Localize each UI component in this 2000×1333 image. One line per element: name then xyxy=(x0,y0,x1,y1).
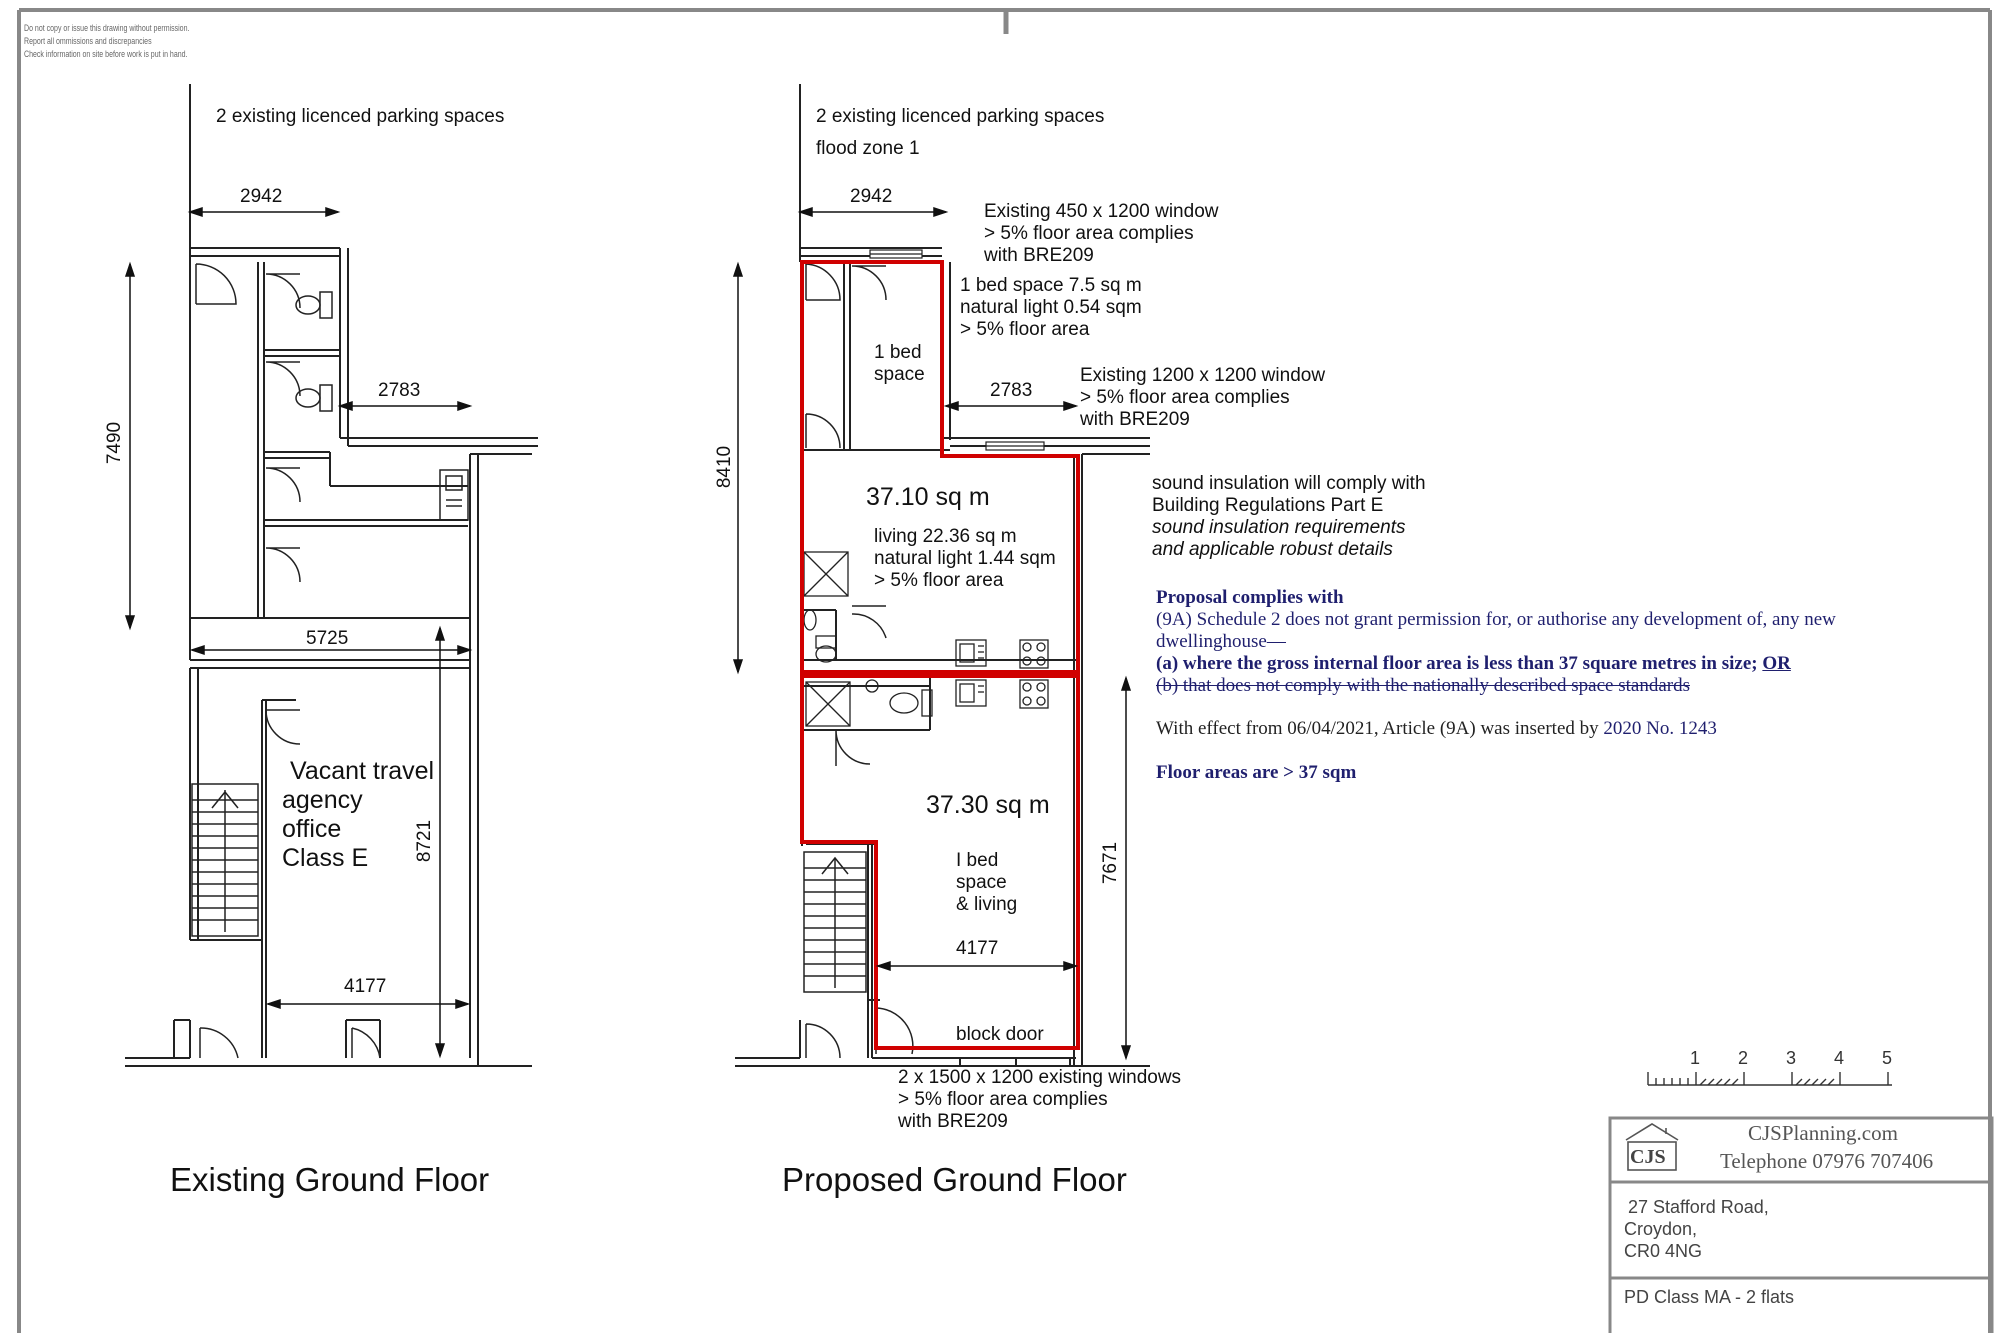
legal-line4: (b) that does not comply with the nationally described space standards xyxy=(1156,675,1690,696)
proposed-dim-2942: 2942 xyxy=(850,186,893,207)
existing-dim-5725: 5725 xyxy=(306,628,349,649)
legal-line2: dwellinghouse— xyxy=(1156,631,1286,652)
proposed-dim-8410: 8410 xyxy=(714,445,736,489)
existing-parking-label: 2 existing licenced parking spaces xyxy=(216,106,505,127)
living-line1: living 22.36 sq m xyxy=(874,526,1017,547)
note-line: Do not copy or issue this drawing without permission. xyxy=(24,23,190,33)
legal-effect-text: With effect from 06/04/2021, Article (9A) was inserted by xyxy=(1156,718,1599,739)
legal-line1: (9A) Schedule 2 does not grant permission for, or authorise any development of, any new xyxy=(1156,609,1836,630)
logo-text: CJS xyxy=(1630,1146,1666,1168)
living-line2: natural light 1.44 sqm xyxy=(874,548,1056,569)
scale-tick-3: 3 xyxy=(1786,1048,1797,1068)
bed1-line3: > 5% floor area xyxy=(960,319,1090,340)
existing-plan-title: Existing Ground Floor xyxy=(170,1161,490,1198)
proposed-dim-2783: 2783 xyxy=(990,380,1033,401)
legal-effect xyxy=(1156,718,1717,741)
existing-office-line4: Class E xyxy=(282,844,369,872)
proposed-parking-label: 2 existing licenced parking spaces xyxy=(816,106,1105,127)
existing-dim-2783: 2783 xyxy=(378,380,421,401)
legal-or: OR xyxy=(1762,653,1791,674)
address-line1: 27 Stafford Road, xyxy=(1628,1197,1769,1217)
existing-stairs xyxy=(192,784,258,936)
proposed-stairs xyxy=(804,852,866,992)
ibed-line3: & living xyxy=(956,894,1018,915)
existing-dim-4177: 4177 xyxy=(344,976,387,997)
existing-dim-2942: 2942 xyxy=(240,186,283,207)
website-label: CJSPlanning.com xyxy=(1748,1121,1898,1145)
existing-office-line1: Vacant travel xyxy=(290,757,435,785)
scale-tick-1: 1 xyxy=(1690,1048,1701,1068)
sound-line4: and applicable robust details xyxy=(1152,539,1393,560)
scale-tick-5: 5 xyxy=(1882,1048,1893,1068)
existing-dimension-lines xyxy=(126,208,470,1056)
legal-line3 xyxy=(1156,653,1791,676)
address-line3: CR0 4NG xyxy=(1624,1241,1703,1261)
window1-line1: Existing 450 x 1200 window xyxy=(984,201,1219,222)
window2-line2: > 5% floor area complies xyxy=(1080,387,1290,408)
flood-zone-label: flood zone 1 xyxy=(816,138,920,159)
drawing-notes xyxy=(24,22,189,61)
telephone-label: Telephone 07976 707406 xyxy=(1720,1149,1934,1173)
note-line: Report all ommissions and discrepancies xyxy=(24,36,152,47)
bed-space-label2: space xyxy=(874,364,925,385)
ibed-line2: space xyxy=(956,872,1007,893)
existing-office-line2: agency xyxy=(282,786,363,814)
flat2-area: 37.30 sq m xyxy=(926,791,1050,819)
block-door-label: block door xyxy=(956,1024,1044,1045)
legal-effect-link[interactable]: 2020 No. 1243 xyxy=(1603,718,1717,739)
flat1-area: 37.10 sq m xyxy=(866,483,990,511)
scale-tick-4: 4 xyxy=(1834,1048,1845,1068)
ibed-line1: I bed xyxy=(956,850,999,871)
existing-office-line3: office xyxy=(282,815,342,843)
project-label: PD Class MA - 2 flats xyxy=(1624,1287,1795,1307)
bed1-line1: 1 bed space 7.5 sq m xyxy=(960,275,1142,296)
proposed-dim-4177: 4177 xyxy=(956,938,999,959)
legal-line3-text: (a) where the gross internal floor area is less than 37 square metres in size; xyxy=(1156,653,1758,674)
windows3-line3: with BRE209 xyxy=(898,1111,1008,1132)
bed1-line2: natural light 0.54 sqm xyxy=(960,297,1142,318)
window2-line1: Existing 1200 x 1200 window xyxy=(1080,365,1326,386)
window1-line3: with BRE209 xyxy=(984,245,1094,266)
sound-line3: sound insulation requirements xyxy=(1152,517,1406,538)
bed-space-label1: 1 bed xyxy=(874,342,922,363)
existing-dim-8721: 8721 xyxy=(414,819,436,863)
windows3-line1: 2 x 1500 x 1200 existing windows xyxy=(898,1067,1182,1088)
legal-heading: Proposal complies with xyxy=(1156,587,1344,608)
proposed-dim-7671: 7671 xyxy=(1100,841,1122,885)
scale-tick-2: 2 xyxy=(1738,1048,1749,1068)
sound-line1: sound insulation will comply with xyxy=(1152,473,1426,494)
sound-line2: Building Regulations Part E xyxy=(1152,495,1384,516)
living-line3: > 5% floor area xyxy=(874,570,1004,591)
proposed-plan-title: Proposed Ground Floor xyxy=(782,1161,1127,1198)
address-line2: Croydon, xyxy=(1624,1219,1698,1239)
existing-plan-walls xyxy=(125,84,538,1066)
note-line: Check information on site before work is put in hand. xyxy=(24,49,188,60)
existing-dim-7490: 7490 xyxy=(104,421,126,465)
windows3-line2: > 5% floor area complies xyxy=(898,1089,1108,1110)
window1-line2: > 5% floor area complies xyxy=(984,223,1194,244)
floor-areas-note: Floor areas are > 37 sqm xyxy=(1156,762,1357,783)
scale-bar xyxy=(1648,1072,1892,1085)
window2-line3: with BRE209 xyxy=(1080,409,1190,430)
